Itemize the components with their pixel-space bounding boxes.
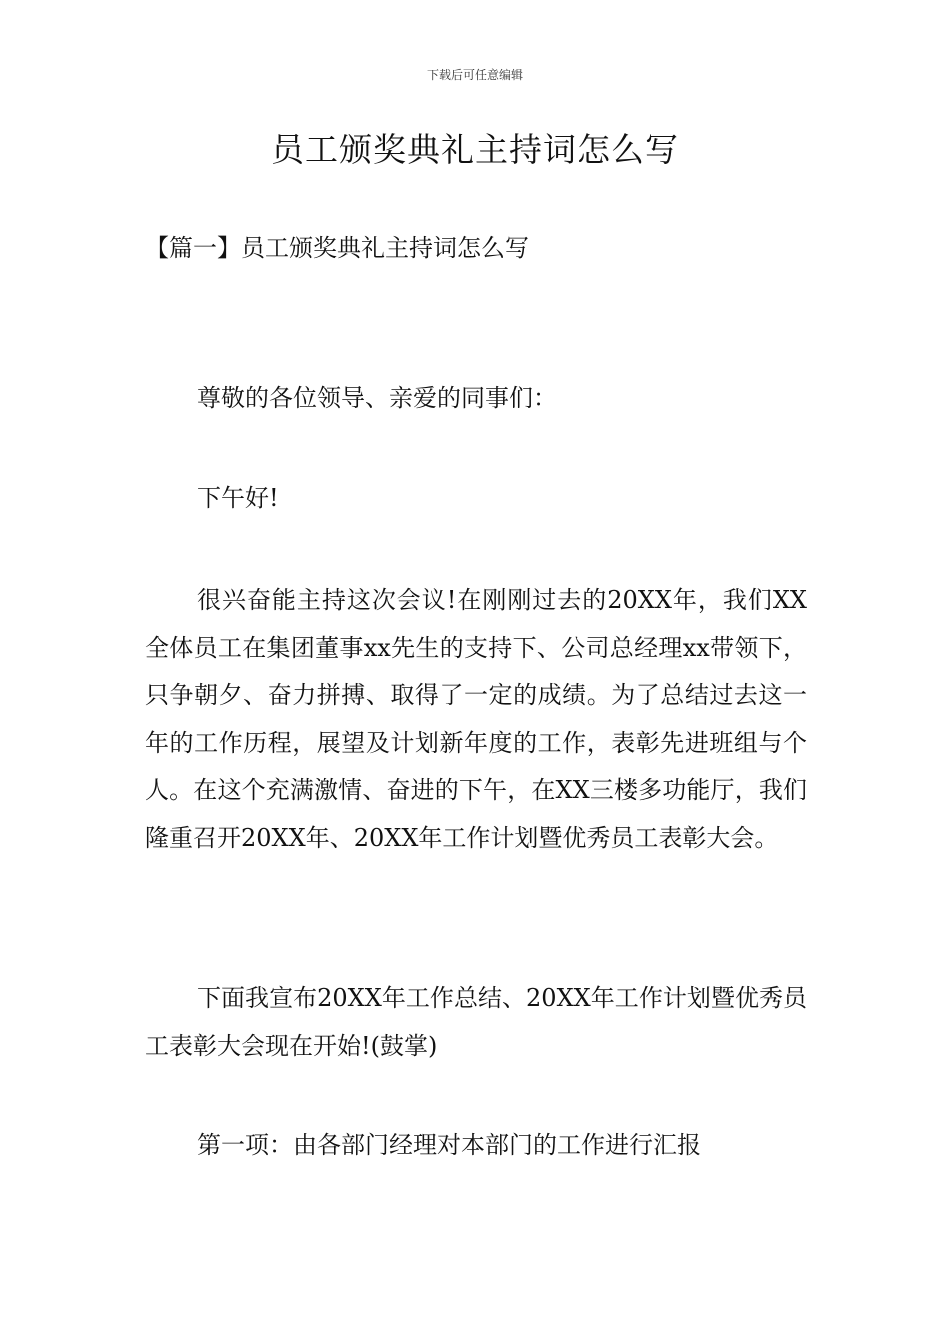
hello-paragraph: 下午好!: [197, 484, 279, 512]
agenda-item-1: 第一项：由各部门经理对本部门的工作进行汇报: [197, 1131, 701, 1159]
announce-paragraph: 下面我宣布20XX年工作总结、20XX年工作计划暨优秀员工表彰大会现在开始!(鼓掌): [145, 984, 807, 1060]
section-heading: 【篇一】员工颁奖典礼主持词怎么写: [145, 234, 529, 262]
header-note: 下载后可任意编辑: [426, 68, 523, 82]
intro-paragraph: 很兴奋能主持这次会议!在刚刚过去的20XX年，我们XX全体员工在集团董事xx先生的支持下、公司总经理xx带领下，只争朝夕、奋力拼搏、取得了一定的成绩。为了总结过去这一年的工作历程，展望及计划新年度的工作，表彰先进班组与个人。在这个充满激情、奋进的下午，在XX三楼多功能厅，我们隆重召开20XX年、20XX年工作计划暨优秀员工表彰大会。: [145, 586, 807, 852]
greeting-paragraph: 尊敬的各位领导、亲爱的同事们：: [197, 384, 557, 412]
document-title: 员工颁奖典礼主持词怎么写: [271, 130, 679, 169]
